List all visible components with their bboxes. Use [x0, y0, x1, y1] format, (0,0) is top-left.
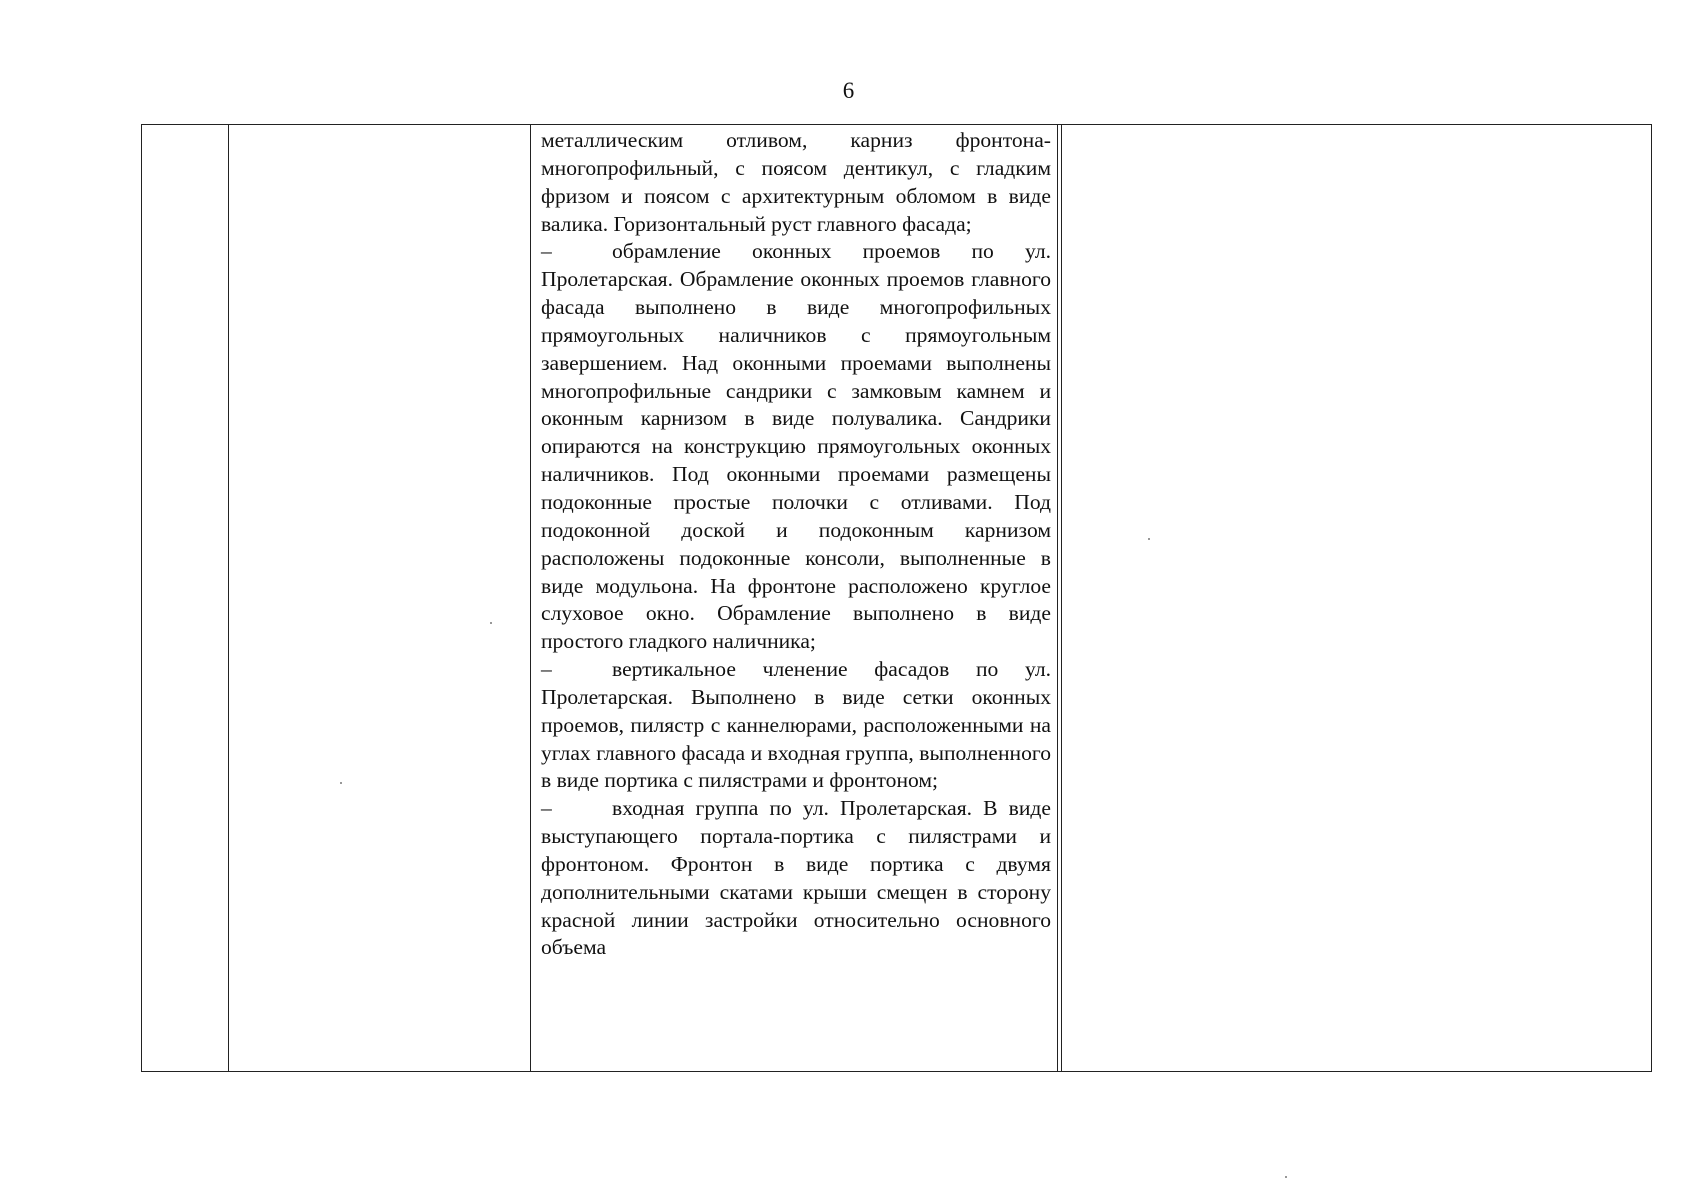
- list-item: [541, 656, 1051, 795]
- list-item-text: входная группа по ул. Пролетарская. В виде выступающего портала-портика с пилястрами и фронтоном. Фронтон в виде портика с двумя дополнительными скатами крыши смещен в сторону красной линии застройки относительно основного объема: [541, 796, 1051, 960]
- scan-speck: [490, 622, 492, 624]
- list-item: [541, 238, 1051, 656]
- page-number: 6: [842, 78, 855, 103]
- description-intro: металлическим отливом, карниз фронтона-многопрофильный, с поясом дентикул, с гладким фризом и поясом с архитектурным обломом в виде валика. Горизонтальный руст главного фасада;: [541, 128, 1051, 236]
- list-item-text: вертикальное членение фасадов по ул. Пролетарская. Выполнено в виде сетки оконных проемов, пилястр с каннелюрами, расположенными на углах главного фасада и входная группа, выполненного в виде портика с пилястрами и фронтоном;: [541, 657, 1051, 793]
- column-divider-3-inner: [1057, 125, 1058, 1071]
- scan-speck: [340, 782, 342, 784]
- column-divider-1: [228, 125, 229, 1071]
- scan-speck: [1148, 538, 1150, 540]
- dash-marker: –: [541, 239, 552, 264]
- column-divider-3: [1061, 125, 1062, 1071]
- list-item: [541, 795, 1051, 962]
- dash-marker: –: [541, 657, 552, 682]
- list-item-text: обрамление оконных проемов по ул. Пролетарская. Обрамление оконных проемов главного фасада выполнено в виде многопрофильных прямоугольных наличников с прямоугольным завершением. Над оконными проемами выполнены многопрофильные сандрики с замковым камнем и оконным карнизом в виде полувалика. Сандрики опираются на конструкцию прямоугольных оконных наличников. Под оконными проемами размещены подоконные простые полочки с отливами. Под подоконной доской и подоконным карнизом расположены подоконные консоли, выполненные в виде модульона. На фронтоне расположено круглое слуховое окно. Обрамление выполнено в виде простого гладкого наличника;: [541, 239, 1051, 654]
- description-cell: [541, 127, 1051, 962]
- scan-speck: [1285, 1176, 1287, 1178]
- dash-marker: –: [541, 796, 552, 821]
- heritage-table: [141, 124, 1652, 1072]
- column-divider-2: [530, 125, 531, 1071]
